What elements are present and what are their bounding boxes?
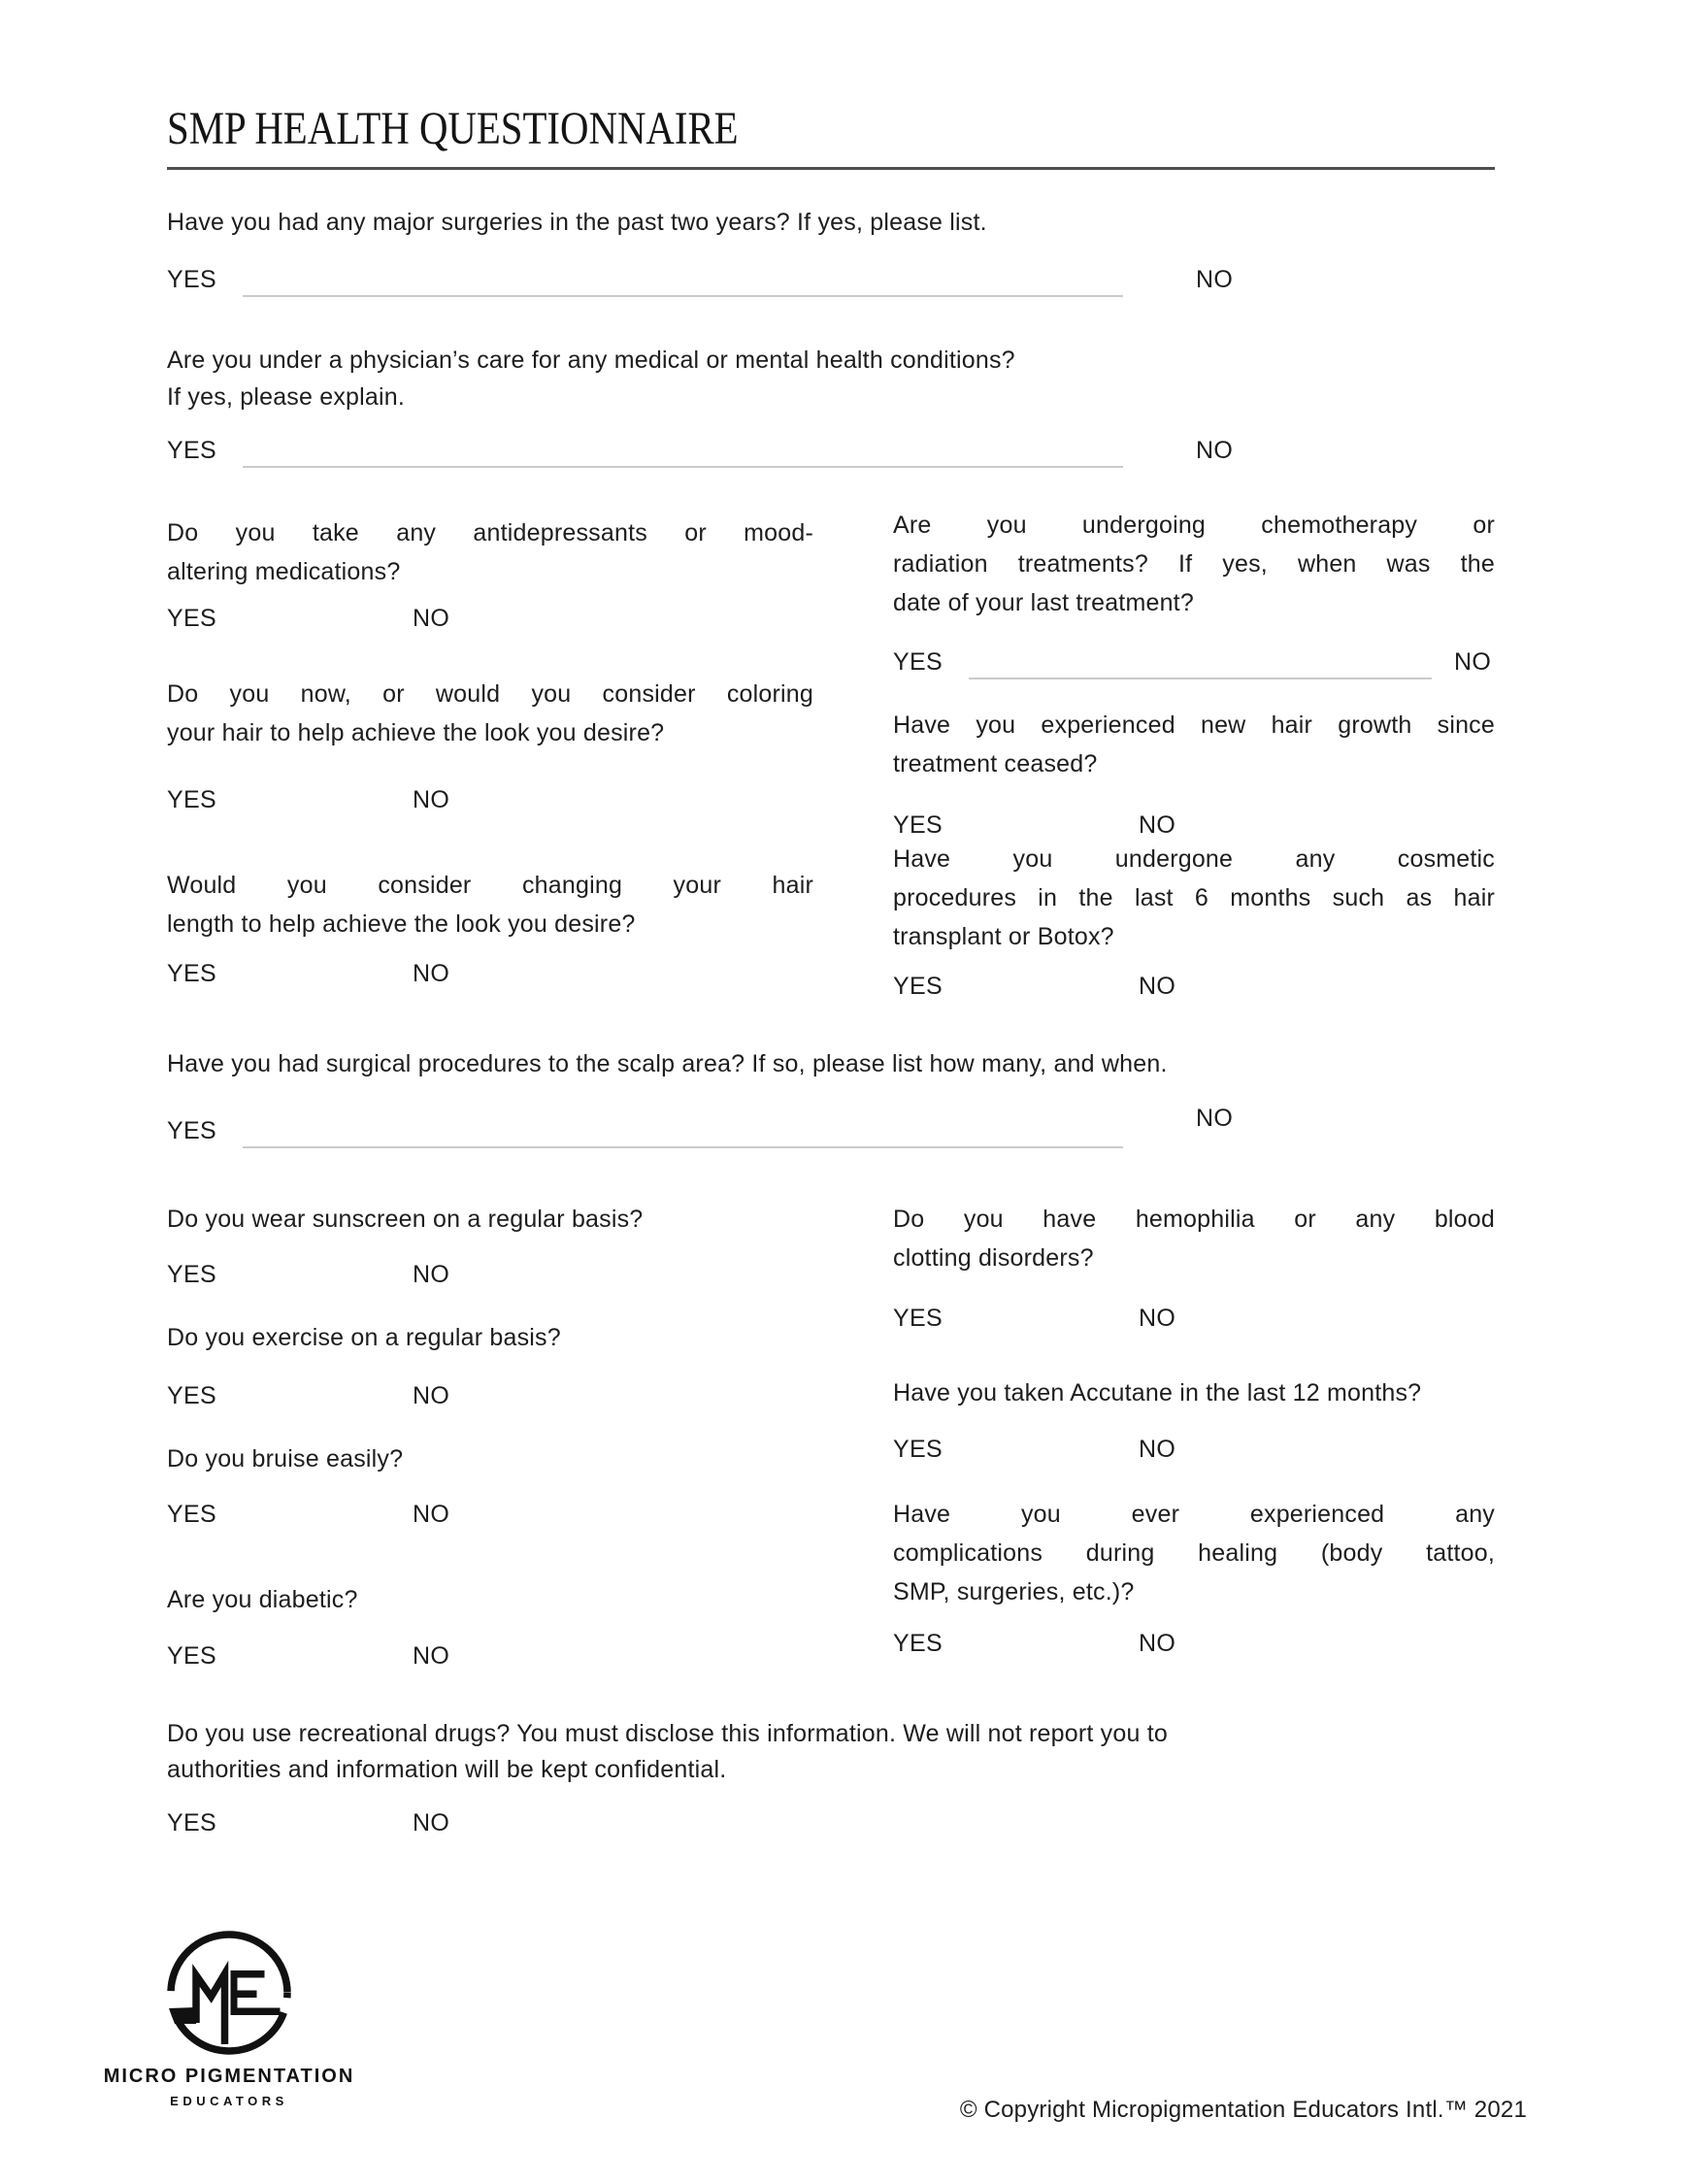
- scalp-no-option[interactable]: NO: [1196, 1105, 1234, 1132]
- question-text: Are you under a physician’s care for any medical or mental health conditions?: [167, 347, 1015, 374]
- complications-no-option[interactable]: NO: [1139, 1630, 1176, 1657]
- sunscreen-no-option[interactable]: NO: [413, 1261, 450, 1288]
- question-text: procedures in the last 6 months such as hair: [893, 884, 1495, 911]
- question-text: Do you wear sunscreen on a regular basis?: [167, 1206, 644, 1233]
- question-text: Have you experienced new hair growth since: [893, 711, 1495, 739]
- question-cosmetic: [893, 840, 1495, 956]
- answer-row-accutane: [893, 1436, 1495, 1469]
- bruise-yes-option[interactable]: YES: [167, 1501, 216, 1528]
- question-hair-color: [167, 675, 813, 752]
- me-monogram-logo-icon: [161, 1926, 297, 2064]
- question-text: complications during healing (body tattoo,: [893, 1539, 1495, 1567]
- surgeries-answer-line[interactable]: [243, 268, 1123, 297]
- question-text: altering medications?: [167, 558, 401, 585]
- question-text: Have you ever experienced any: [893, 1501, 1495, 1528]
- question-hair-length: [167, 866, 813, 943]
- page-title: SMP HEALTH QUESTIONNAIRE: [167, 103, 739, 154]
- surgeries-no-option[interactable]: NO: [1196, 266, 1234, 293]
- answer-row-chemotherapy: [893, 648, 1495, 681]
- hair-growth-yes-option[interactable]: YES: [893, 811, 943, 839]
- question-chemotherapy: [893, 506, 1495, 622]
- question-sunscreen: [167, 1200, 813, 1239]
- question-exercise: [167, 1318, 813, 1357]
- question-antidepressants: [167, 513, 813, 591]
- question-text: If yes, please explain.: [167, 383, 406, 411]
- answer-row-complications: [893, 1630, 1495, 1663]
- chemotherapy-answer-line[interactable]: [969, 650, 1432, 679]
- copyright-notice: © Copyright Micropigmentation Educators Intl.™ 2021: [959, 2097, 1527, 2123]
- hemophilia-yes-option[interactable]: YES: [893, 1305, 943, 1332]
- answer-row-drugs: [167, 1809, 813, 1842]
- physician-answer-line[interactable]: [243, 439, 1123, 468]
- question-text: Are you diabetic?: [167, 1586, 358, 1613]
- question-complications: [893, 1495, 1495, 1611]
- question-text: SMP, surgeries, etc.)?: [893, 1578, 1135, 1605]
- brand-subtitle: EDUCATORS: [170, 2094, 288, 2108]
- question-text: Do you now, or would you consider coloring: [167, 680, 813, 708]
- brand-block: [64, 2066, 394, 2108]
- question-text: Have you taken Accutane in the last 12 months?: [893, 1379, 1422, 1406]
- answer-row-scalp: [167, 1105, 1495, 1150]
- question-text: date of your last treatment?: [893, 589, 1194, 616]
- question-scalp: [167, 1045, 1495, 1082]
- question-text: Would you consider changing your hair: [167, 872, 813, 899]
- scalp-yes-option[interactable]: YES: [167, 1117, 216, 1144]
- question-text: Have you had any major surgeries in the past two years? If yes, please list.: [167, 209, 987, 236]
- answer-row-surgeries: [167, 266, 1495, 299]
- question-text: Do you exercise on a regular basis?: [167, 1324, 561, 1351]
- chemotherapy-no-option[interactable]: NO: [1454, 648, 1492, 676]
- drugs-yes-option[interactable]: YES: [167, 1809, 216, 1837]
- question-text: length to help achieve the look you desire?: [167, 910, 636, 938]
- question-text: Do you bruise easily?: [167, 1445, 404, 1473]
- answer-row-hair-color: [167, 786, 813, 819]
- accutane-yes-option[interactable]: YES: [893, 1436, 943, 1463]
- question-text: your hair to help achieve the look you desire?: [167, 719, 665, 746]
- answer-row-antidepressants: [167, 605, 813, 638]
- sunscreen-yes-option[interactable]: YES: [167, 1261, 216, 1288]
- title-divider: [167, 167, 1495, 170]
- diabetic-no-option[interactable]: NO: [413, 1642, 450, 1670]
- question-text: transplant or Botox?: [893, 923, 1114, 950]
- answer-row-exercise: [167, 1382, 813, 1415]
- question-text: treatment ceased?: [893, 750, 1098, 778]
- question-diabetic: [167, 1580, 813, 1619]
- physician-yes-option[interactable]: YES: [167, 437, 216, 464]
- hair-growth-no-option[interactable]: NO: [1139, 811, 1176, 839]
- question-text: Do you take any antidepressants or mood-: [167, 519, 813, 546]
- hair-color-no-option[interactable]: NO: [413, 786, 450, 813]
- hemophilia-no-option[interactable]: NO: [1139, 1305, 1176, 1332]
- scalp-answer-line[interactable]: [243, 1119, 1123, 1148]
- physician-no-option[interactable]: NO: [1196, 437, 1234, 464]
- cosmetic-no-option[interactable]: NO: [1139, 973, 1176, 1000]
- question-text: Have you undergone any cosmetic: [893, 845, 1495, 873]
- answer-row-hair-length: [167, 960, 813, 993]
- answer-row-physician: [167, 437, 1495, 470]
- company-logo: [161, 1926, 297, 2064]
- question-bruise: [167, 1439, 813, 1478]
- question-text: Do you have hemophilia or any blood: [893, 1206, 1495, 1233]
- hair-color-yes-option[interactable]: YES: [167, 786, 216, 813]
- antidepressants-yes-option[interactable]: YES: [167, 605, 216, 632]
- brand-name: MICRO PIGMENTATION: [103, 2066, 355, 2087]
- question-text: Do you use recreational drugs? You must disclose this information. We will not report you to: [167, 1720, 1168, 1747]
- drugs-no-option[interactable]: NO: [413, 1809, 450, 1837]
- answer-row-cosmetic: [893, 973, 1495, 1006]
- question-physician: [167, 342, 1495, 415]
- hair-length-no-option[interactable]: NO: [413, 960, 450, 987]
- question-hemophilia: [893, 1200, 1495, 1277]
- accutane-no-option[interactable]: NO: [1139, 1436, 1176, 1463]
- question-text: radiation treatments? If yes, when was the: [893, 550, 1495, 578]
- antidepressants-no-option[interactable]: NO: [413, 605, 450, 632]
- hair-length-yes-option[interactable]: YES: [167, 960, 216, 987]
- surgeries-yes-option[interactable]: YES: [167, 266, 216, 293]
- question-text: authorities and information will be kept confidential.: [167, 1756, 727, 1783]
- complications-yes-option[interactable]: YES: [893, 1630, 943, 1657]
- exercise-no-option[interactable]: NO: [413, 1382, 450, 1409]
- answer-row-hemophilia: [893, 1305, 1495, 1338]
- question-surgeries: [167, 204, 1495, 241]
- diabetic-yes-option[interactable]: YES: [167, 1642, 216, 1670]
- answer-row-sunscreen: [167, 1261, 813, 1294]
- answer-row-diabetic: [167, 1642, 813, 1675]
- cosmetic-yes-option[interactable]: YES: [893, 973, 943, 1000]
- exercise-yes-option[interactable]: YES: [167, 1382, 216, 1409]
- question-text: Have you had surgical procedures to the scalp area? If so, please list how many, and when.: [167, 1050, 1168, 1077]
- bruise-no-option[interactable]: NO: [413, 1501, 450, 1528]
- question-text: Are you undergoing chemotherapy or: [893, 512, 1495, 539]
- question-drugs: [167, 1716, 1495, 1788]
- chemotherapy-yes-option[interactable]: YES: [893, 648, 943, 676]
- question-hair-growth: [893, 706, 1495, 783]
- question-accutane: [893, 1373, 1514, 1412]
- question-text: clotting disorders?: [893, 1244, 1094, 1272]
- answer-row-bruise: [167, 1501, 813, 1534]
